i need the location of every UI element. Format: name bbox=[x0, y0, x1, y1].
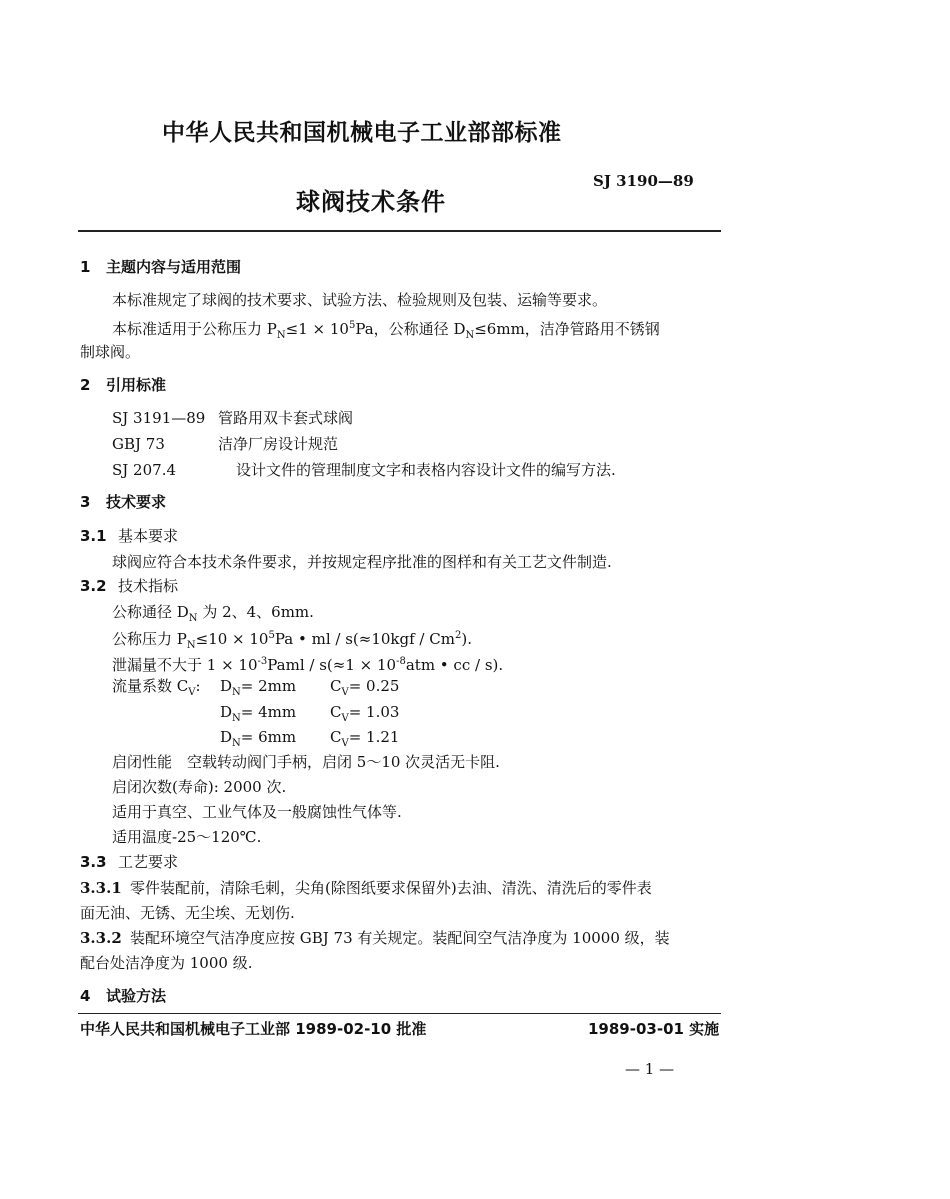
section-2-heading bbox=[80, 375, 166, 395]
flow-coefficient-row: $D_N= 6mm$ $C_V= 1.21$ bbox=[220, 728, 400, 749]
reference-name: 管路用双卡套式球阀 bbox=[218, 409, 354, 427]
reference-code: SJ 207.4 bbox=[112, 461, 176, 479]
section-number: 4 bbox=[80, 987, 91, 1005]
section-number: 1 bbox=[80, 258, 91, 276]
page-number: — 1 — bbox=[625, 1060, 675, 1078]
reference-item bbox=[112, 408, 353, 428]
section-1-para-2-cont: 制球阀。 bbox=[80, 343, 141, 361]
section-title: 引用标准 bbox=[106, 376, 167, 394]
clause-3-3-1: 3.3.1 零件装配前，清除毛刺，尖角(除图纸要求保留外)去油、清洗、清洗后的零件表 bbox=[80, 879, 652, 897]
clause-3-3-2: 3.3.2 装配环境空气洁净度应按 GBJ 73 有关规定。装配间空气洁净度为 10000 级，装 bbox=[80, 929, 670, 947]
flow-coefficient-row: $D_N= 4mm$ $C_V= 1.03$ bbox=[220, 703, 400, 724]
subsection-3-1-text: 球阀应符合本技术条件要求，并按规定程序批准的图样和有关工艺文件制造. bbox=[112, 553, 612, 571]
section-3-heading bbox=[80, 492, 166, 512]
applicable-medium-line: 适用于真空、工业气体及一般腐蚀性气体等. bbox=[112, 803, 402, 821]
reference-name: 洁净厂房设计规范 bbox=[218, 435, 339, 453]
flow-coefficient-row: 流量系数 $C_V$: $D_N= 2mm$ $C_V= 0.25$ bbox=[112, 677, 400, 698]
reference-name: 设计文件的管理制度文字和表格内容设计文件的编写方法. bbox=[236, 461, 616, 479]
subsection-3-2-heading: 3.2 技术指标 bbox=[80, 577, 179, 595]
reference-item bbox=[112, 434, 338, 454]
header-rule bbox=[78, 230, 721, 232]
reference-item bbox=[112, 460, 616, 480]
effective-date: 1989-03-01 实施 bbox=[588, 1020, 720, 1038]
section-1-para-1: 本标准规定了球阀的技术要求、试验方法、检验规则及包装、运输等要求。 bbox=[112, 291, 608, 309]
section-number: 3 bbox=[80, 493, 91, 511]
section-title: 试验方法 bbox=[106, 987, 167, 1005]
approval-note: 中华人民共和国机械电子工业部 1989-02-10 批准 bbox=[80, 1020, 427, 1038]
section-1-heading bbox=[80, 257, 241, 277]
standard-code: SJ 3190—89 bbox=[593, 172, 694, 190]
reference-code: SJ 3191—89 bbox=[112, 409, 206, 427]
section-title: 主题内容与适用范围 bbox=[106, 258, 242, 276]
section-title: 技术要求 bbox=[106, 493, 167, 511]
service-life-line: 启闭次数(寿命): 2000 次. bbox=[112, 778, 287, 796]
footer-rule bbox=[78, 1013, 721, 1014]
leakage-line: 泄漏量不大于 $1 \times 10^{-3}Paml / s(\approx 1 \times 10^{-8}atm$ • cc / s). bbox=[112, 656, 504, 674]
section-1-para-2: 本标准适用于公称压力 $P_N\le 1 \times 10^5Pa$，公称通径 $D_N\le 6mm$，洁净管路用不锈钢 bbox=[112, 320, 660, 341]
document-title: 球阀技术条件 bbox=[296, 188, 446, 216]
switching-performance-line: 启闭性能 空载转动阀门手柄，启闭 5～10 次灵活无卡阻. bbox=[112, 753, 500, 771]
clause-3-3-1-cont: 面无油、无锈、无尘埃、无划伤. bbox=[80, 904, 295, 922]
nominal-diameter-line: 公称通径 $D_N$ 为 2、4、6mm. bbox=[112, 603, 314, 624]
clause-3-3-2-cont: 配台处洁净度为 1000 级. bbox=[80, 954, 253, 972]
nominal-pressure-line: 公称压力 $P_N\le 10 \times 10^5Pa$ • ml / s(≈10kgf / Cm$^2$). bbox=[112, 630, 472, 651]
reference-code: GBJ 73 bbox=[112, 435, 165, 453]
applicable-temperature-line: 适用温度-25～120℃. bbox=[112, 828, 262, 846]
issuing-authority: 中华人民共和国机械电子工业部部标准 bbox=[162, 120, 562, 146]
subsection-3-1-heading: 3.1 基本要求 bbox=[80, 527, 179, 545]
section-4-heading bbox=[80, 986, 166, 1006]
subsection-3-3-heading: 3.3 工艺要求 bbox=[80, 853, 179, 871]
section-number: 2 bbox=[80, 376, 91, 394]
